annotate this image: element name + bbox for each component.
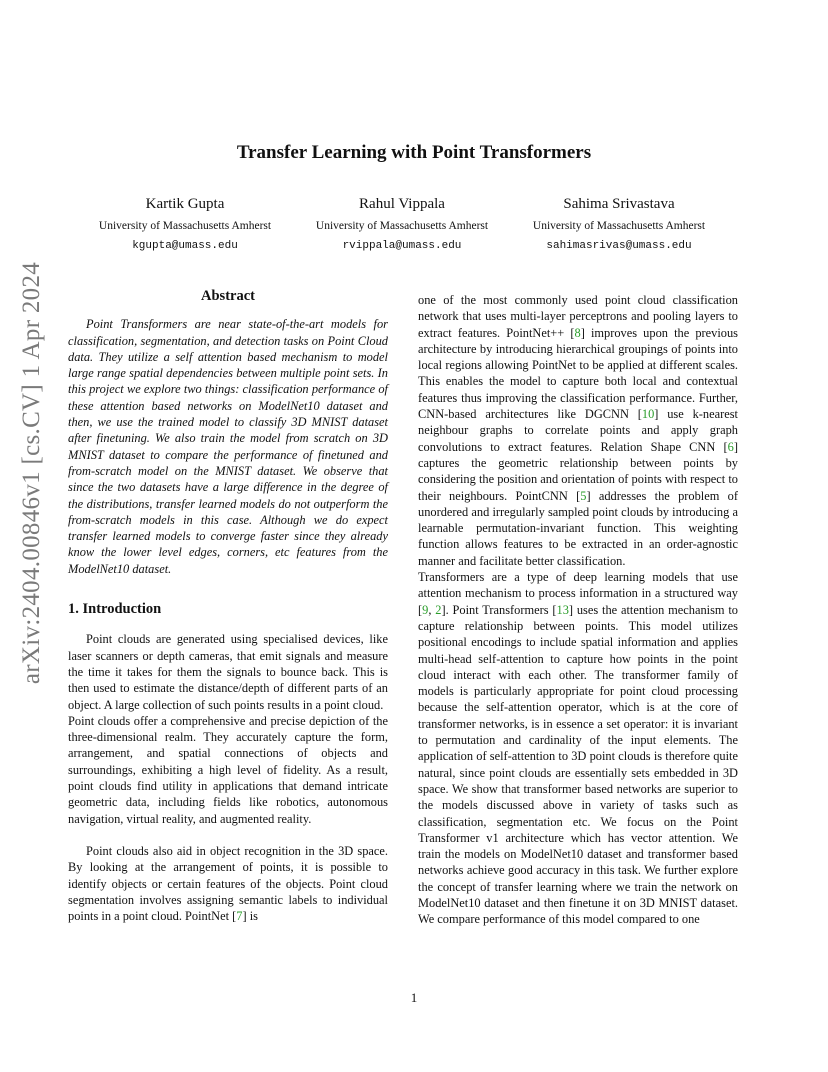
author-block <box>60 194 310 256</box>
author-email: sahimasrivas@umass.edu <box>546 240 692 252</box>
paper-title: Transfer Learning with Point Transformers <box>236 142 592 163</box>
intro-paragraph: Point clouds are generated using specialised devices, like laser scanners or depth cameras, that emit signals and measure the time it takes for them the signals to bounce back. This is then used to estimate the distance/depth of different parts of an object. A large collection of such points results in a point cloud. <box>68 632 388 712</box>
citation-link[interactable]: 2 <box>435 602 442 617</box>
arxiv-stamp <box>12 261 52 685</box>
citation-link[interactable]: 13 <box>556 602 569 617</box>
citation-link[interactable]: 8 <box>574 325 581 340</box>
intro-paragraph: Point clouds offer a comprehensive and precise depiction of the three-dimensional realm. They accurately capture the form, arrangement, and spatial connections of objects and surroundings, exhibiting a high level of fidelity. As a result, point clouds find utility in applications that demand intricate geometric data, including fields like robotics, autonomous navigation, virtual reality, and augmented reality. <box>68 713 388 826</box>
citation-link[interactable]: 10 <box>641 407 655 422</box>
author-name: Kartik Gupta <box>145 196 225 212</box>
arxiv-id: arXiv:2404.00846v1 [cs.CV] 1 Apr 2024 <box>18 261 46 685</box>
author-block <box>494 194 744 256</box>
left-column <box>68 288 388 924</box>
section-heading-introduction: 1. Introduction <box>68 601 162 618</box>
page-number: 1 <box>410 990 418 1005</box>
author-block <box>277 194 527 256</box>
abstract-text: Point Transformers are near state-of-the-art models for classification, segmentation, and detection tasks on Point Cloud data. They utilize a self attention based mechanism to model large range spatial dependencies between multiple point sets. In this project we explore two things: classification performance of these attention based networks on ModelNet10 dataset and then, we use the trained model to classify 3D MNIST dataset after finetuning. We also train the model from scratch on 3D MNIST dataset to compare the performance of finetuned and from-scratch model on the MNIST dataset. We observe that since the two datasets have a large difference in the degree of the distributions, transfer learned models do not outperform the from-scratch models in this case. Although we do expect transfer learned models to converge faster since they already know the lower level edges, corners, etc features from the ModelNet10 dataset. <box>68 317 388 576</box>
author-affiliation: University of Massachusetts Amherst <box>315 220 489 232</box>
author-name: Sahima Srivastava <box>563 196 675 212</box>
abstract-heading: Abstract <box>201 288 255 304</box>
author-email: rvippala@umass.edu <box>342 240 462 252</box>
author-email: kgupta@umass.edu <box>132 240 238 252</box>
body-paragraph: one of the most commonly used point cloud classification network that uses multi-layer perceptrons and pooling layers to extract features. PointNet++ [8] improves upon the previous architecture by introducing hierarchical groupings of points into local regions allowing PointNet to be applied at different scales. This enables the model to capture both local and contextual features thus improving the classification performance. Further, CNN-based architectures like DGCNN [10] use k-nearest neighbour graphs to correlate points and apply graph convolutions to extract features. Relation Shape CNN [6] captures the geometric relationship between points by considering the position and orientation of points with respect to their neighbours. PointCNN [5] addresses the problem of unordered and irregularly sampled point clouds by introducing a learnable permutation-invariant function. This weighting function allows features to be extracted in an order-agnostic manner and facilitate better classification. <box>418 293 738 568</box>
right-column <box>418 292 738 928</box>
citation-link[interactable]: 6 <box>727 439 734 454</box>
citation-link[interactable]: 7 <box>236 909 243 924</box>
author-name: Rahul Vippala <box>359 196 445 212</box>
body-paragraph: Transformers are a type of deep learning models that use attention mechanism to process information in a structured way [9, 2]. Point Transformers [13] uses the attention mechanism to capture relationship between points. This model utilizes positional encodings to include spatial information and applies multi-head self-attention to capture how points in the point cloud interact with each other. The transformer family of models is particularly appropriate for point cloud processing because the self-attention operator, which is at the core of transformer networks, is in essence a set operator: it is invariant to permutation and cardinality of the input elements. The application of self-attention to 3D point clouds is therefore quite natural, since point clouds are essentially sets embedded in 3D space. We show that transformer based networks are superior to the models discussed above in variety of tasks such as classification, segmentation etc. We focus on the Point Transformer v1 architecture which has vector attention. We train the models on ModelNet10 dataset and transformer based networks achieve good accuracy in this task. We further explore the concept of transfer learning where we train the network on ModelNet10 dataset and then finetune it on 3D MNIST dataset. We compare performance of this model compared to one <box>418 570 738 927</box>
citation-link[interactable]: 5 <box>580 488 587 503</box>
author-affiliation: University of Massachusetts Amherst <box>532 220 706 232</box>
citation-link[interactable]: 9 <box>422 602 429 617</box>
intro-paragraph: Point clouds also aid in object recognition in the 3D space. By looking at the arrangement of points, it is possible to identify objects or certain features of the objects. Point cloud segmentation involves assigning semantic labels to individual points in a point cloud. PointNet [7] is <box>68 843 388 924</box>
author-affiliation: University of Massachusetts Amherst <box>98 220 272 232</box>
